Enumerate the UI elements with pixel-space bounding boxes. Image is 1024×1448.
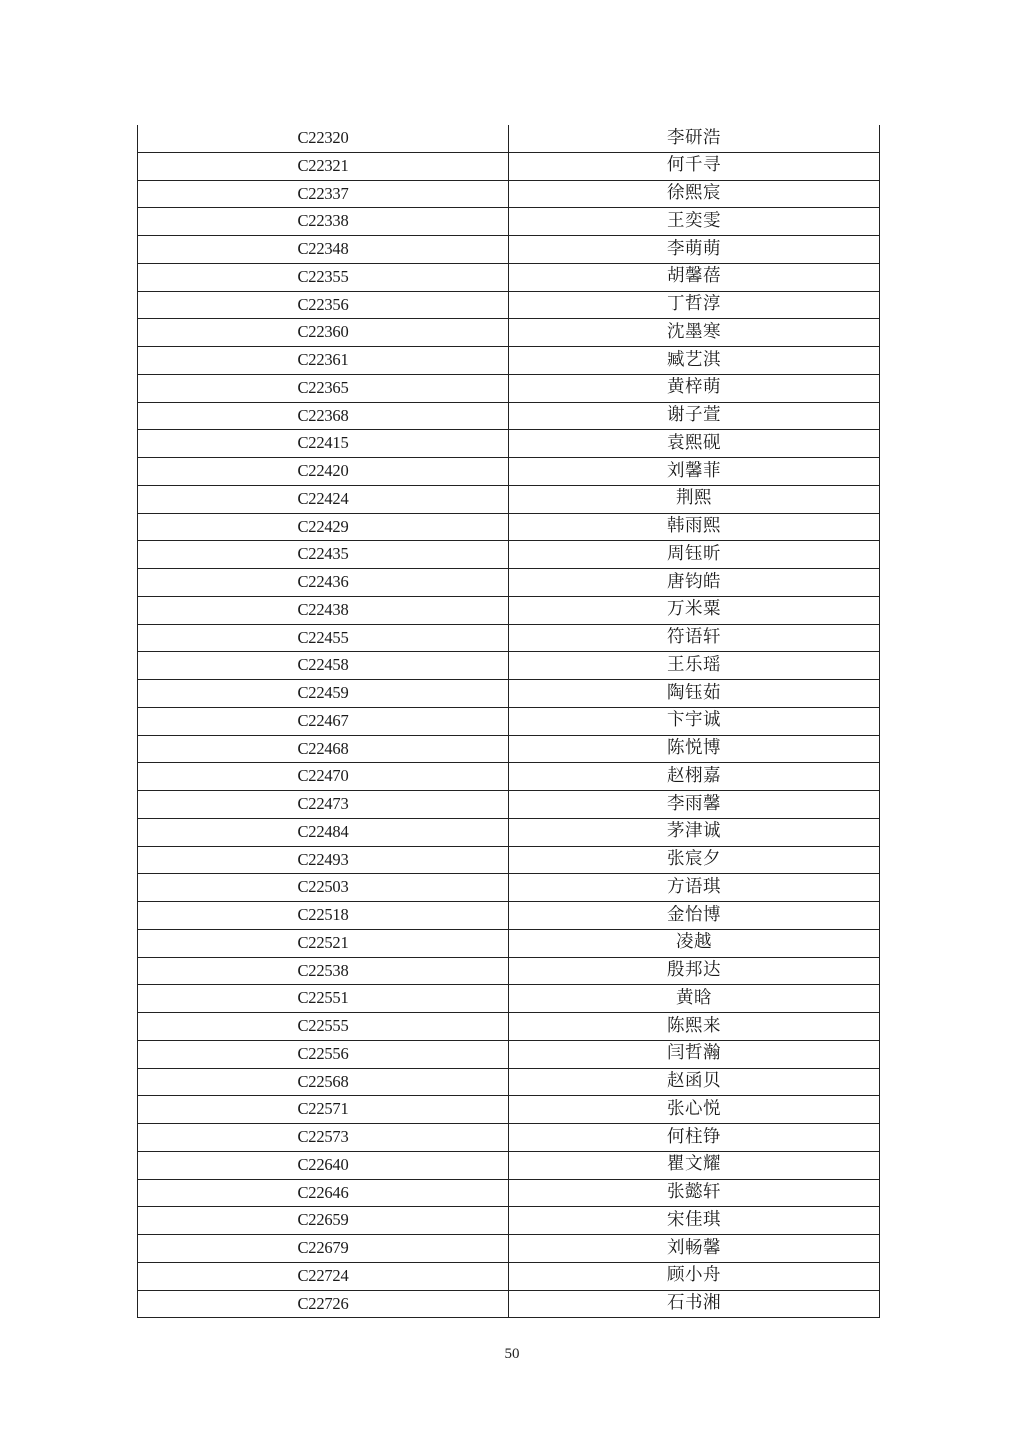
table-row [138,347,880,375]
student-id-cell: C22538 [138,957,509,985]
student-id-cell: C22424 [138,485,509,513]
student-name-cell: 周钰昕 [509,541,880,569]
student-name-cell: 王乐瑶 [509,652,880,680]
student-name-cell: 宋佳琪 [509,1207,880,1235]
student-id-cell: C22556 [138,1040,509,1068]
student-id-cell: C22470 [138,763,509,791]
student-name-cell: 李研浩 [509,125,880,152]
student-id-cell: C22355 [138,263,509,291]
table-row [138,1124,880,1152]
table-row [138,735,880,763]
student-id-cell: C22415 [138,430,509,458]
table-row [138,652,880,680]
student-id-cell: C22503 [138,874,509,902]
table-row [138,791,880,819]
student-id-cell: C22484 [138,818,509,846]
student-name-cell: 何千寻 [509,152,880,180]
student-name-cell: 何柱铮 [509,1124,880,1152]
student-name-cell: 凌越 [509,929,880,957]
student-id-cell: C22646 [138,1179,509,1207]
student-id-cell: C22521 [138,929,509,957]
student-name-cell: 金怡博 [509,902,880,930]
table-row [138,929,880,957]
student-id-cell: C22420 [138,458,509,486]
student-id-cell: C22348 [138,236,509,264]
table-row [138,902,880,930]
student-id-cell: C22468 [138,735,509,763]
table-row [138,319,880,347]
student-name-cell: 万米粟 [509,596,880,624]
student-id-cell: C22640 [138,1151,509,1179]
student-name-cell: 闫哲瀚 [509,1040,880,1068]
table-row [138,1235,880,1263]
student-id-cell: C22338 [138,208,509,236]
student-id-cell: C22356 [138,291,509,319]
student-name-cell: 殷邦达 [509,957,880,985]
student-id-cell: C22458 [138,652,509,680]
table-row [138,1262,880,1290]
student-id-cell: C22455 [138,624,509,652]
student-name-cell: 卞宇诚 [509,707,880,735]
student-name-cell: 李雨馨 [509,791,880,819]
table-row [138,763,880,791]
student-name-cell: 茅津诚 [509,818,880,846]
student-name-cell: 陶钰茹 [509,680,880,708]
table-row [138,263,880,291]
student-id-cell: C22568 [138,1068,509,1096]
student-id-cell: C22360 [138,319,509,347]
table-row [138,402,880,430]
table-row [138,569,880,597]
table-row [138,818,880,846]
student-id-cell: C22429 [138,513,509,541]
student-name-cell: 黄梓萌 [509,374,880,402]
student-name-cell: 陈悦博 [509,735,880,763]
table-row [138,596,880,624]
student-name-cell: 瞿文耀 [509,1151,880,1179]
student-id-cell: C22438 [138,596,509,624]
student-id-cell: C22659 [138,1207,509,1235]
table-row [138,1179,880,1207]
page-number: 50 [504,1346,520,1362]
student-name-cell: 符语轩 [509,624,880,652]
table-row [138,1290,880,1318]
roster-table-container [137,125,879,1318]
student-id-cell: C22368 [138,402,509,430]
table-row [138,707,880,735]
student-name-cell: 李萌萌 [509,236,880,264]
student-name-cell: 张宸夕 [509,846,880,874]
student-name-cell: 唐钧皓 [509,569,880,597]
student-name-cell: 胡馨蓓 [509,263,880,291]
student-id-cell: C22726 [138,1290,509,1318]
student-id-cell: C22555 [138,1013,509,1041]
student-name-cell: 赵栩嘉 [509,763,880,791]
table-row [138,236,880,264]
table-row [138,680,880,708]
student-id-cell: C22473 [138,791,509,819]
student-name-cell: 荆熙 [509,485,880,513]
table-row [138,208,880,236]
table-row [138,1096,880,1124]
student-name-cell: 沈墨寒 [509,319,880,347]
student-name-cell: 袁熙砚 [509,430,880,458]
table-row [138,180,880,208]
table-row [138,1068,880,1096]
table-row [138,1013,880,1041]
student-name-cell: 刘畅馨 [509,1235,880,1263]
student-name-cell: 石书湘 [509,1290,880,1318]
student-id-cell: C22320 [138,125,509,152]
student-id-cell: C22518 [138,902,509,930]
student-id-cell: C22571 [138,1096,509,1124]
student-id-cell: C22573 [138,1124,509,1152]
table-row [138,458,880,486]
table-row [138,513,880,541]
table-row [138,152,880,180]
student-name-cell: 张懿轩 [509,1179,880,1207]
student-name-cell: 韩雨熙 [509,513,880,541]
roster-table [137,125,880,1318]
table-row [138,846,880,874]
student-name-cell: 徐熙宸 [509,180,880,208]
table-row [138,985,880,1013]
table-row [138,485,880,513]
student-name-cell: 陈熙来 [509,1013,880,1041]
student-id-cell: C22321 [138,152,509,180]
student-name-cell: 谢子萱 [509,402,880,430]
table-row [138,1151,880,1179]
table-row [138,374,880,402]
student-id-cell: C22361 [138,347,509,375]
student-name-cell: 张心悦 [509,1096,880,1124]
student-name-cell: 王奕雯 [509,208,880,236]
student-name-cell: 刘馨菲 [509,458,880,486]
student-name-cell: 丁哲淳 [509,291,880,319]
table-row [138,430,880,458]
student-id-cell: C22467 [138,707,509,735]
student-name-cell: 方语琪 [509,874,880,902]
student-id-cell: C22436 [138,569,509,597]
table-row [138,957,880,985]
student-name-cell: 臧艺淇 [509,347,880,375]
table-row [138,291,880,319]
table-row [138,125,880,152]
table-row [138,1207,880,1235]
student-name-cell: 顾小舟 [509,1262,880,1290]
table-row [138,541,880,569]
student-name-cell: 黄晗 [509,985,880,1013]
student-id-cell: C22365 [138,374,509,402]
table-row [138,874,880,902]
student-id-cell: C22435 [138,541,509,569]
table-row [138,1040,880,1068]
student-id-cell: C22679 [138,1235,509,1263]
student-id-cell: C22493 [138,846,509,874]
student-id-cell: C22724 [138,1262,509,1290]
student-name-cell: 赵函贝 [509,1068,880,1096]
student-id-cell: C22551 [138,985,509,1013]
student-id-cell: C22337 [138,180,509,208]
table-row [138,624,880,652]
student-id-cell: C22459 [138,680,509,708]
roster-table-body [138,125,880,1318]
